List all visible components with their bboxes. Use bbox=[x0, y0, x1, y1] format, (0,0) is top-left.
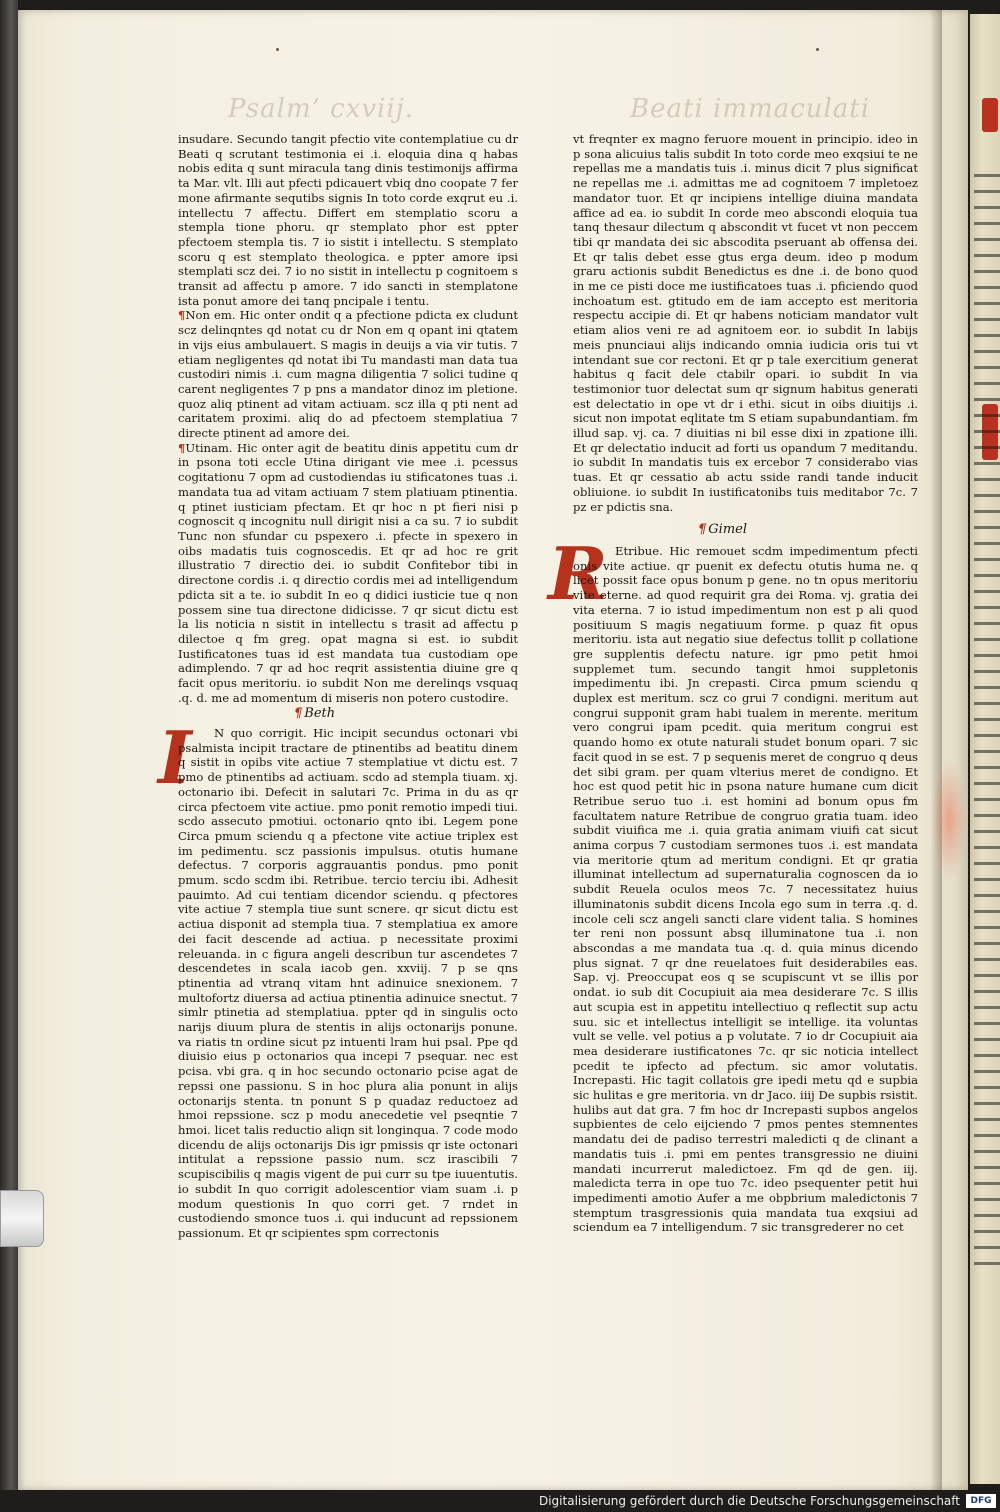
book-spine-edge bbox=[0, 0, 18, 1512]
left-paragraph-4: N quo corrigit. Hic incipit secundus octonari vbi psalmista incipit tractare de ptinentibs ad beatitu dinem q sistit in opibs vite actiue 7 stemplatiue vt dictu est. 7 pmo de ptinentibs ad actiuam. scdo ad stempla tiuam. xj. octonario ibi. Defecit in salutari 7c. Prima in du as qr circa pfectoem vite actiue. pmo ponit remotio impedi tiui. scdo assecuto pmotiui. octonario qnto ibi. Legem pone Circa pmum sciendu q a pfectone vite actiue triplex est im pedimentu. scz passionis impulsus. otutis humane defectus. 7 corporis aggrauantis pondus. pmo ponit pmum. scdo scdm ibi. Retribue. tercio terciu ibi. Adhesit pauimto. Ad cui tentiam dicendor sciendu. q pfectores vite actiue 7 stempla tiue sunt scnere. qr sicut dictu est actiua disponit ad stempla tiua. 7 stemplatiua ex amore dei facit descende ad actiua. p necessitate proximi releuanda. in c figura angeli describun tur ascendetes 7 descendetes in scala iacob gen. xxviij. 7 p se qns ptinentia ad vtranq vitam hnt adinuice snexionem. 7 multofortz diuersa ad actiua ptinentia adinuice snectut. 7 simlr ptinetia ad stemplatiua. ppter qd in singulis octo narijs diuum plura de stentis in alijs octonarijs ponune. va riatis tn ordine sicut pz intuenti lram hui psal. Ppe qd diuisio eius p octonarios qua incepi 7 psequar. nec est pcisa. vbi gra. q in hoc secundo octonario pcise agat de repssi one passionu. S in hoc plura alia ponunt in alijs octonarijs stenta. tn ponunt S p quadaz reductoez ad hmoi repssione. scz p modu anecedetie vel pseqntie 7 hmoi. licet talis reductio aliqn sit longinqua. 7 code modo dicendu de alijs octonarijs Dis igr pmissis qr iste octonari intitulat a repssione passio num. scz irascibili 7 scupiscibilis q magis vigent de pui curr su tpe iuuentutis. io subdit In quo corrigit adolescentior viam suam .i. p modum questionis In quo corri get. 7 rndet in custodiendo smonce tuos .i. qui inducunt ad repssionem passionum. Et qr scipientes spm correctonis bbox=[178, 726, 518, 1240]
section-heading-gimel: ¶ Gimel bbox=[698, 522, 748, 537]
facing-text-lines bbox=[974, 174, 1000, 1278]
pin-hole bbox=[276, 48, 279, 51]
pin-hole bbox=[816, 48, 819, 51]
initial-letter-r: R bbox=[548, 531, 608, 616]
pilcrow-icon: ¶ bbox=[178, 308, 186, 323]
rubric-mark-icon: ¶ bbox=[294, 706, 303, 721]
footer-bar bbox=[0, 1490, 1000, 1512]
rubric-mark-icon: ¶ bbox=[698, 522, 707, 537]
left-paragraph-1: insudare. Secundo tangit pfectio vite contemplatiue cu dr Beati q scrutant testimonia ei .i. eloquia dina q habas nobis edita q sunt miracula tang dinis testimonijs affirma ta Mar. vlt. Illi aut pfecti pdicauert vbiq dno coopate 7 fer mone afirmante sequtibs signis In toto corde exqrut eu .i. intellectu 7 affectu. Differt em stemplatio scoru a stempla tione phoru. qr stemplato phor est ppter pfectoem stempla tis. 7 io sistit i intellectu. S stemplato scoru q est stemplato theologica. e ppter amore ipsi stemplati scz dei. 7 io no sistit in intellectu p cognitoem s transit ad affectu p amore. 7 ido sancti in stemplatone ista ponut amore dei tanq pncipale i tentu. bbox=[178, 132, 518, 308]
running-head-right: Beati immaculati bbox=[630, 94, 871, 124]
initial-letter-i: I bbox=[158, 715, 192, 800]
running-head-left: Psalm’ cxviij. bbox=[228, 94, 415, 124]
section-heading-beth: ¶ Beth bbox=[294, 706, 336, 721]
left-column-upper bbox=[178, 132, 518, 705]
footer-credit: Digitalisierung gefördert durch die Deutsche Forschungsgemeinschaft bbox=[538, 1494, 960, 1508]
facing-page-edge bbox=[970, 14, 1000, 1484]
dfg-logo: DFG bbox=[966, 1494, 996, 1508]
right-column-lower bbox=[573, 544, 918, 1235]
facing-rubric-initial bbox=[982, 98, 998, 132]
document-page bbox=[18, 10, 968, 1490]
left-column-lower bbox=[178, 726, 518, 1241]
right-paragraph-2: Etribue. Hic remouet scdm impedimentum pfecti onis vite actiue. qr puenit ex defectu otutis huma ne. q licet possit face opus bonum p gene. no tn opus meritoriu vite eterne. ad quod requirit gra dei Roma. vj. gratia dei vita eterna. 7 io istud impedimentum non est p ali quod positiuum S magis negatiuum forme. p quaz fit opus meritoriu. ista aut negatio siue defectus tollit p collatione gre supplentis defectu nature. igr pmo petit hmoi supplemet tum. secundo tangit hmoi suppletonis impedimentu ibi. Jn crepasti. Circa pmum sciendu q duplex est meritum. scz co grui 7 condigni. meritum aut congrui supponit gram habi tualem in merente. meritum vero congrui ipam pcedit. quia meritum congrui est quando homo ex otute naturali studet bonum opari. 7 sic facit quod in se est. 7 p sequenis meret de congruo q deus det sibi gram. per quam vlterius meret de condigno. Et hoc est quod petit hic in psona nature humane cum dicit Retribue seruo tuo .i. est homini ad bonum opus fm facultatem nature Retribue de congruo gratia tuam. ideo subdit viuifica me .i. quia gratia animam viuifi cat sicut anima corpus 7 custodiam sermones tuos .i. est mandata via meritorie qtum ad meritum condigni. Et qr gratia illuminat intellectum ad supernaturalia cognoscen da io subdit Reuela oculos meos 7c. 7 necessitatez huius illuminatonis subdit dicens Incola ego sum in terra .q. d. incole celi scz angeli sancti clare vident talia. S homines ter reni non possunt absq illuminatone tua .i. non abscondas a me mandata tua .q. d. quia minus dicendo plus signat. 7 qr dne reuelatoes fuit desiderabiles eas. Sap. vj. Preoccupat eos q se scupiscunt vt se illis por ondat. io sub dit Cocupiuit aia mea desiderare 7c. S illis aut scupia est in appetitu intellectiuo q reflectit sup actu suu. sic et intellectus intelligit se intellige. ita voluntas vult se velle. vel potius a p volutate. 7 io dr Cocupiuit aia mea desiderare iustificatones 7c. qr sic noticia intellect pcedit te ipfecto ad pfectum. sic amor volutatis. Increpasti. Hic tagit collatois gre ipedi metu qd e supbia sic hulitas e gre meritoria. vn dr Jaco. iiij De supbis rsistit. hulibs aut dat gra. 7 fm hoc dr Increpasti supbos angelos supbientes de celo eijciendo 7 pmos pentes stemnentes mandatu dei de padiso terrestri maledicti q de clinant a mandatis tuis .i. pmi em pentes transgressio ne diuini mandati incurrerut maledictoez. Fm qd de gen. iij. maledicta terra in ope tuo 7c. ideo psequenter petit hui impedimenti amotio Aufer a me obpbrium maledictonis 7 stemptum trasgressionis quia mandata tua exqsiui ad sciendum ea 7 intelligendum. 7 sic transgrederer no cet bbox=[573, 544, 918, 1235]
page-gutter-shadow bbox=[930, 10, 942, 1490]
pilcrow-icon: ¶ bbox=[178, 440, 186, 455]
right-paragraph-1: vt freqnter ex magno feruore mouent in principio. ideo in p sona alicuius talis subdit In toto corde meo exqsiui te ne repellas me a mandatis tuis .i. minus dicit 7 plus significat ne repellas me .i. admittas me ad cognitoem 7 impletoez mandator tuor. Et qr incipiens intellige diuina mandata affice ad ea. io subdit In corde meo abscondi eloquia tua tanq thesaur dilectum q abscondit vt fucet vt non peccem tibi qr mandata dei sic abscodita pseruant ab offensa dei. Et qr talis debet esse gtus erga deum. ideo p modum graru actionis subdit Benedictus es dne .i. de bono quod in me ce pisti doce me iustificatoes tuas .i. pficiendo quod inchoatum est. gtitudo em de iam accepto est meritoria respectu accipie di. Et qr habens noticiam mandator vult etiam alios veni re ad agnitoem eor. io subdit In labijs meis pnunciaui alijs indicando omnia iudicia oris tui vt intendant sue cor rectoni. Et qr p tale exercitium generat habitus q facit dele ctabilr opari. io subdit In via testimonior tuor delectat sum qr signum habitus generati est delectatio in ope vt dr i ethi. sicut in oibs diuitijs .i. sicut non impotat eqlitate tm S etiam supabundantiam. fm illud sap. vj. ca. 7 diuitias ni bil esse dixi in zpatione illi. Et qr delectatio inducit ad forti us opandum 7 meditandu. io subdit In mandatis tuis ex ercebor 7 considerabo vias tuas. Et qr cessatio ab actu sside randi tande inducit obliuione. io subdit In iustificatonibs tuis meditabor 7c. 7 pz er pdictis sna. bbox=[573, 132, 918, 514]
left-paragraph-3: ¶Utinam. Hic onter agit de beatitu dinis appetitu cum dr in psona toti eccle Utina dirigant vie mee .i. pcessus cogitationu 7 opm ad custodiendas iu stificatones tuas .i. mandata tua ad vitam actiuam 7 stem platiuam ptinentia. q ptinet iusticiam pfectam. Et qr hoc n pt fieri nisi p cognoscit q incognitu null dirigit nisi a ca su. 7 io subdit Tunc non sfundar cu pspexero .i. pfecte in spexero in oibs madatis tuis cognoscedis. Et qr ad hoc re grit illustratio 7 directio dei. io subdit Confitebor tibi in directone cordis .i. q directio cordis mei ad intelligendum pdicta sit a te. io subdit In eo q didici iusticie tue q non possem sine tua directone didicisse. 7 qr sicut dictu est la lis noticia n sistit in intellectu s trasit ad affectu p dilectoe q fm greg. opat magna si est. io subdit Iustificatones tuas id est mandata tua custodiam ope adimplendo. 7 qr ad hoc reqrit assistentia diuine gre q facit opus meritoriu. io subdit Non me derelinqs vsquaq .q. d. me ad momentum di miseris non potero custodire. bbox=[178, 440, 518, 705]
left-paragraph-2: ¶Non em. Hic onter ondit q a pfectione pdicta ex cludunt scz delinqntes qd notat cu dr Non em q opant ini qtatem in vijs eius ambulauert. S magis in deuijs a via vir tutis. 7 etiam negligentes qd notat ibi Tu mandasti man data tua custodiri nimis .i. cum magna diligentia 7 solici tudine q carent negligentes 7 p pns a mandator dinoz im pletione. quoz aliq ptinent ad vitam actiuam. scz illa q pti nent ad caritatem proximi. aliq do ad pfectoem stemplatiua 7 directe ptinent ad amore dei. bbox=[178, 308, 518, 441]
ink-stain bbox=[932, 760, 966, 880]
right-column-upper bbox=[573, 132, 918, 514]
paper-clip-icon bbox=[0, 1190, 44, 1247]
